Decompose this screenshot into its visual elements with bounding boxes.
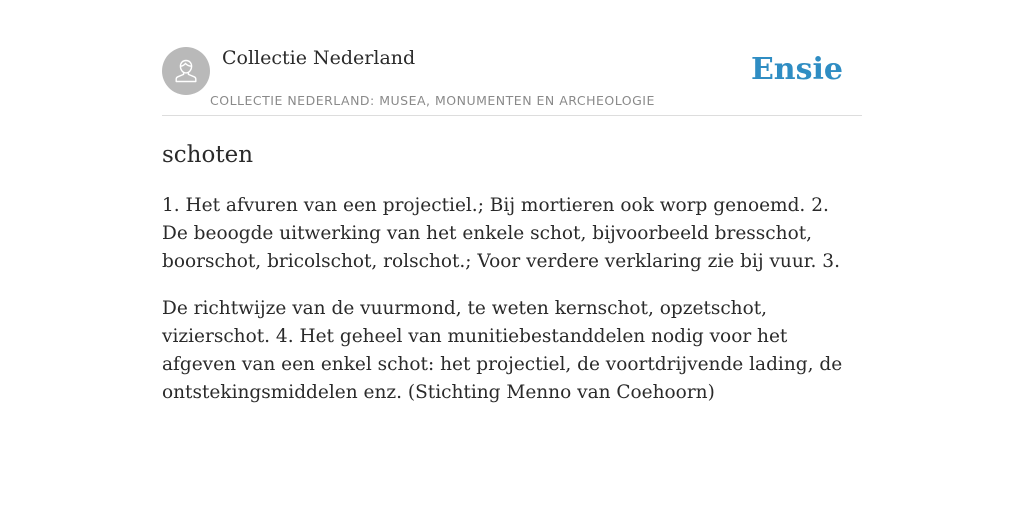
- source-name[interactable]: Collectie Nederland: [222, 47, 416, 69]
- card-header: [162, 44, 862, 116]
- definition-paragraph: 1. Het afvuren van een projectiel.; Bij mortieren ook worp genoemd. 2. De beoogde uitwerking van het enkele schot, bijvoorbeeld bresschot, boorschot, bricolschot, rolschot.; Voor verdere verklaring zie bij vuur. 3.: [162, 195, 840, 272]
- source-subtitle: COLLECTIE NEDERLAND: MUSEA, MONUMENTEN EN ARCHEOLOGIE: [210, 93, 655, 108]
- ensie-logo-link[interactable]: Ensie: [750, 52, 843, 87]
- avatar[interactable]: [162, 47, 210, 95]
- entry-term: schoten: [162, 142, 254, 168]
- user-silhouette-icon: [171, 56, 201, 86]
- definition-paragraph: De richtwijze van de vuurmond, te weten kernschot, opzetschot, vizierschot. 4. Het geheel van munitiebestanddelen nodig voor het afgeven van een enkel schot: het projectiel, de voortdrijvende lading, de ontstekingsmiddelen enz. (Stichting Menno van Coehoorn): [162, 298, 843, 403]
- definition-card: [162, 44, 862, 426]
- entry-definition: [162, 192, 852, 407]
